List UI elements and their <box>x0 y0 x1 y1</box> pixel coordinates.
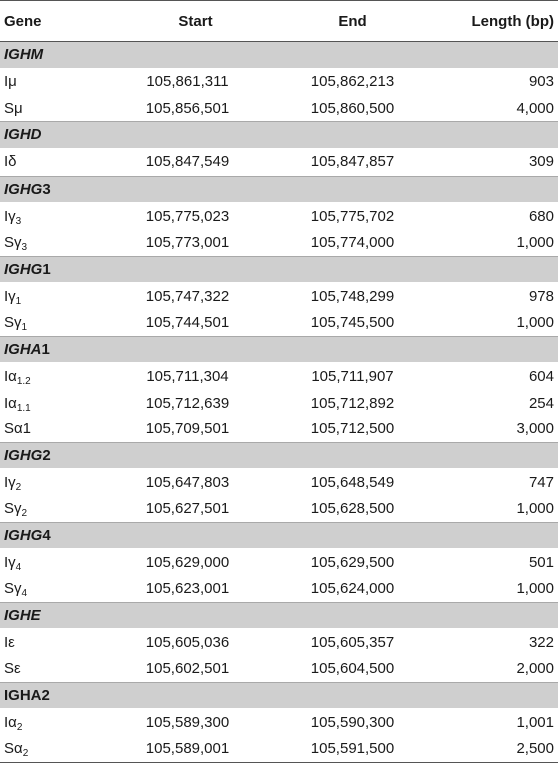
cell-start: 105,847,549 <box>145 153 230 170</box>
group-label <box>0 42 558 68</box>
table-row <box>0 282 558 310</box>
group-label-italic: IGHE <box>4 606 41 624</box>
cell-gene <box>0 416 105 442</box>
table-row <box>0 148 558 177</box>
group-label-suffix: 1 <box>41 340 50 358</box>
cell-length: 680 <box>528 207 554 225</box>
group-label <box>0 522 558 548</box>
gene-prefix: Iα <box>4 394 17 412</box>
cell-length: 322 <box>528 633 554 651</box>
cell-length: 1,000 <box>516 234 554 252</box>
cell-end: 105,712,500 <box>310 420 395 438</box>
cell-start: 105,623,001 <box>145 580 230 598</box>
table-row <box>0 496 558 522</box>
gene-subscript: 4 <box>15 561 22 573</box>
cell-length: 1,000 <box>516 314 554 332</box>
gene-prefix: Sγ <box>4 500 22 518</box>
cell-end: 105,775,702 <box>310 207 395 225</box>
cell-gene <box>0 282 105 310</box>
cell-end: 105,648,549 <box>310 473 395 491</box>
gene-prefix: Iα <box>4 713 17 731</box>
group-label-suffix: 2 <box>42 446 51 464</box>
table-row <box>0 708 558 736</box>
table-row <box>0 416 558 442</box>
cell-start: 105,605,036 <box>145 633 230 651</box>
group-row <box>0 336 558 362</box>
cell-gene <box>0 148 105 177</box>
gene-subscript: 1.2 <box>16 375 31 387</box>
cell-end: 105,624,000 <box>310 580 395 598</box>
gene-prefix: Iδ <box>4 153 17 170</box>
group-label-italic: IGHG <box>4 260 43 278</box>
gene-subscript: 2 <box>21 508 28 520</box>
table-row <box>0 310 558 336</box>
table-row <box>0 230 558 256</box>
gene-prefix: Sγ <box>4 580 22 598</box>
group-row <box>0 522 558 548</box>
group-label <box>0 256 558 282</box>
gene-prefix: Iε <box>4 633 15 651</box>
table-row <box>0 576 558 602</box>
cell-gene <box>0 230 105 256</box>
cell-end: 105,748,299 <box>310 287 395 305</box>
group-label-italic: IGHG <box>4 526 43 544</box>
cell-length: 501 <box>528 553 554 571</box>
cell-length: 1,000 <box>516 500 554 518</box>
table-row <box>0 468 558 496</box>
table-row <box>0 548 558 576</box>
group-row <box>0 442 558 468</box>
cell-gene <box>0 576 105 602</box>
cell-end: 105,745,500 <box>310 314 395 332</box>
group-label-suffix: IGHA2 <box>4 686 50 704</box>
group-label <box>0 442 558 468</box>
cell-start: 105,589,001 <box>105 736 270 762</box>
group-label-italic: IGHM <box>4 46 44 64</box>
cell-length: 1,001 <box>516 713 554 731</box>
cell-gene <box>0 310 105 336</box>
gene-subscript: 1 <box>21 322 28 334</box>
group-row <box>0 42 558 68</box>
cell-length: 903 <box>528 73 554 90</box>
cell-start: 105,856,501 <box>145 99 230 117</box>
gene-prefix: Iγ <box>4 207 16 225</box>
table-row <box>0 628 558 656</box>
cell-end: 105,847,857 <box>310 153 395 170</box>
cell-gene <box>0 736 105 762</box>
group-row <box>0 682 558 708</box>
cell-gene <box>0 68 105 96</box>
cell-start: 105,589,300 <box>145 713 230 731</box>
group-label-italic: IGHA <box>4 340 42 358</box>
cell-gene <box>0 96 105 122</box>
table-row <box>0 736 558 762</box>
gene-subscript: 4 <box>21 588 28 600</box>
gene-prefix: Iγ <box>4 473 16 491</box>
group-row <box>0 256 558 282</box>
cell-start: 105,747,322 <box>145 287 230 305</box>
cell-length: 309 <box>528 153 554 170</box>
cell-start: 105,629,000 <box>145 553 230 571</box>
group-row <box>0 176 558 202</box>
cell-gene <box>0 390 105 416</box>
cell-length: 604 <box>528 367 554 385</box>
cell-start: 105,773,001 <box>145 234 230 252</box>
gene-prefix: Iγ <box>4 553 16 571</box>
group-row <box>0 602 558 628</box>
cell-end: 105,774,000 <box>310 234 395 252</box>
cell-end: 105,590,300 <box>310 713 395 731</box>
group-label-suffix: 1 <box>42 260 51 278</box>
group-label-suffix: 4 <box>42 526 51 544</box>
gene-subscript: 1 <box>15 295 22 307</box>
cell-gene <box>0 468 105 496</box>
cell-gene <box>0 656 105 682</box>
table-row <box>0 390 558 416</box>
table-body <box>0 42 558 763</box>
table-row <box>0 656 558 682</box>
table-row <box>0 96 558 122</box>
group-label <box>0 682 558 708</box>
cell-gene <box>0 628 105 656</box>
cell-start: 105,647,803 <box>145 473 230 491</box>
cell-length: 1,000 <box>516 580 554 598</box>
cell-gene <box>0 496 105 522</box>
header-gene: Gene <box>0 1 105 42</box>
gene-prefix: Sγ <box>4 314 22 332</box>
cell-start: 105,712,639 <box>145 394 230 412</box>
group-label-italic: IGHG <box>4 180 43 198</box>
group-label <box>0 176 558 202</box>
header-row <box>0 1 558 42</box>
cell-end: 105,712,892 <box>310 394 395 412</box>
cell-end: 105,629,500 <box>310 553 395 571</box>
header-end: End <box>270 1 435 42</box>
cell-length: 4,000 <box>516 99 554 117</box>
gene-subscript: 2 <box>22 748 29 760</box>
gene-prefix: Iγ <box>4 287 16 305</box>
gene-prefix: Sε <box>4 660 21 678</box>
table-header <box>0 1 558 42</box>
group-row <box>0 122 558 148</box>
gene-prefix: Sμ <box>4 99 23 117</box>
cell-gene <box>0 202 105 230</box>
gene-prefix: Sα1 <box>4 420 32 438</box>
header-start: Start <box>105 1 270 42</box>
gene-subscript: 2 <box>15 481 22 493</box>
cell-end: 105,860,500 <box>310 99 395 117</box>
table-row <box>0 202 558 230</box>
cell-start: 105,709,501 <box>145 420 230 438</box>
cell-start: 105,711,304 <box>146 367 229 385</box>
cell-end: 105,628,500 <box>310 500 395 518</box>
cell-end: 105,862,213 <box>310 73 395 90</box>
cell-gene <box>0 708 105 736</box>
cell-end: 105,711,907 <box>311 367 394 385</box>
group-label-italic: IGHG <box>4 446 43 464</box>
group-label-suffix: 3 <box>42 180 51 198</box>
cell-start: 105,602,501 <box>145 660 230 678</box>
gene-prefix: Sγ <box>4 234 22 252</box>
cell-length: 978 <box>528 287 554 305</box>
gene-subscript: 3 <box>15 215 22 227</box>
gene-prefix: Sα <box>4 740 23 758</box>
cell-length: 747 <box>528 473 554 491</box>
cell-gene <box>0 362 105 390</box>
cell-end: 105,605,357 <box>310 633 395 651</box>
group-label <box>0 336 558 362</box>
gene-prefix: Iα <box>4 367 17 385</box>
gene-subscript: 3 <box>21 242 28 254</box>
gene-subscript: 2 <box>16 721 23 733</box>
cell-end: 105,591,500 <box>270 736 435 762</box>
table-row <box>0 362 558 390</box>
cell-start: 105,775,023 <box>145 207 230 225</box>
group-label-italic: IGHD <box>4 126 42 144</box>
header-length: Length (bp) <box>435 1 558 42</box>
cell-gene <box>0 548 105 576</box>
gene-subscript: 1.1 <box>16 402 31 414</box>
cell-start: 105,744,501 <box>145 314 230 332</box>
group-label <box>0 122 558 148</box>
cell-length: 2,000 <box>516 660 554 678</box>
cell-length: 3,000 <box>516 420 554 438</box>
cell-end: 105,604,500 <box>310 660 395 678</box>
table-row <box>0 68 558 96</box>
cell-start: 105,627,501 <box>145 500 230 518</box>
group-label <box>0 602 558 628</box>
cell-length: 2,500 <box>435 736 558 762</box>
cell-start: 105,861,311 <box>146 73 229 90</box>
gene-prefix: Iμ <box>4 73 17 90</box>
cell-length: 254 <box>528 394 554 412</box>
